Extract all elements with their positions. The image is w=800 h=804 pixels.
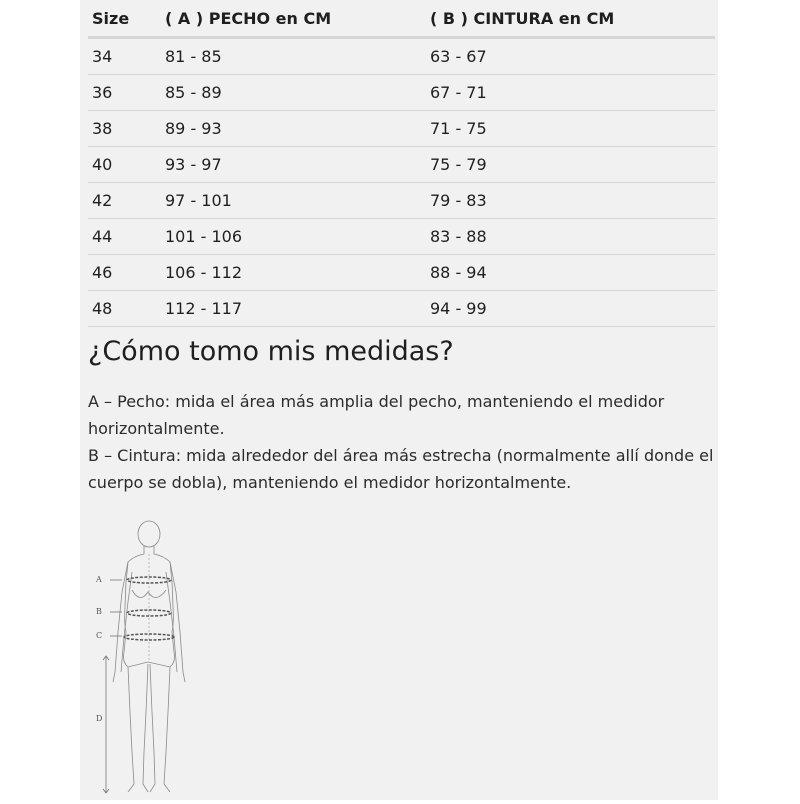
cell-waist: 88 - 94 [430, 255, 715, 291]
cell-chest: 81 - 85 [165, 38, 430, 75]
cell-size: 44 [88, 219, 165, 255]
guide-text [88, 388, 718, 496]
cell-chest: 93 - 97 [165, 147, 430, 183]
figure-label-c: C [96, 631, 103, 640]
cell-waist: 94 - 99 [430, 291, 715, 327]
header-chest: ( A ) PECHO en CM [165, 0, 430, 38]
cell-waist: 83 - 88 [430, 219, 715, 255]
cell-size: 34 [88, 38, 165, 75]
cell-size: 42 [88, 183, 165, 219]
figure-label-d: D [96, 714, 103, 723]
header-waist: ( B ) CINTURA en CM [430, 0, 715, 38]
cell-waist: 63 - 67 [430, 38, 715, 75]
table-row [88, 291, 715, 327]
figure-label-a: A [96, 575, 102, 584]
size-table [88, 0, 715, 327]
cell-chest: 112 - 117 [165, 291, 430, 327]
cell-chest: 97 - 101 [165, 183, 430, 219]
body-outline-drawing [88, 512, 208, 800]
guide-title: ¿Cómo tomo mis medidas? [88, 336, 454, 367]
cell-size: 48 [88, 291, 165, 327]
cell-size: 38 [88, 111, 165, 147]
cell-chest: 106 - 112 [165, 255, 430, 291]
table-row [88, 255, 715, 291]
table-row [88, 147, 715, 183]
body-measurement-figure [88, 512, 208, 800]
table-row [88, 38, 715, 75]
table-header-row [88, 0, 715, 38]
table-row [88, 219, 715, 255]
table-row [88, 183, 715, 219]
figure-label-b: B [96, 607, 102, 616]
cell-size: 40 [88, 147, 165, 183]
cell-waist: 71 - 75 [430, 111, 715, 147]
cell-waist: 75 - 79 [430, 147, 715, 183]
header-size: Size [88, 0, 165, 38]
cell-chest: 89 - 93 [165, 111, 430, 147]
cell-waist: 79 - 83 [430, 183, 715, 219]
cell-waist: 67 - 71 [430, 75, 715, 111]
cell-chest: 85 - 89 [165, 75, 430, 111]
cell-size: 36 [88, 75, 165, 111]
table-row [88, 111, 715, 147]
cell-chest: 101 - 106 [165, 219, 430, 255]
table-row [88, 75, 715, 111]
guide-line-chest: A – Pecho: mida el área más amplia del pecho, manteniendo el medidor horizontalmente. [88, 392, 665, 438]
guide-line-waist: B – Cintura: mida alrededor del área más estrecha (normalmente allí donde el cuerpo se dobla), manteniendo el medidor horizontalmente. [88, 446, 714, 492]
cell-size: 46 [88, 255, 165, 291]
